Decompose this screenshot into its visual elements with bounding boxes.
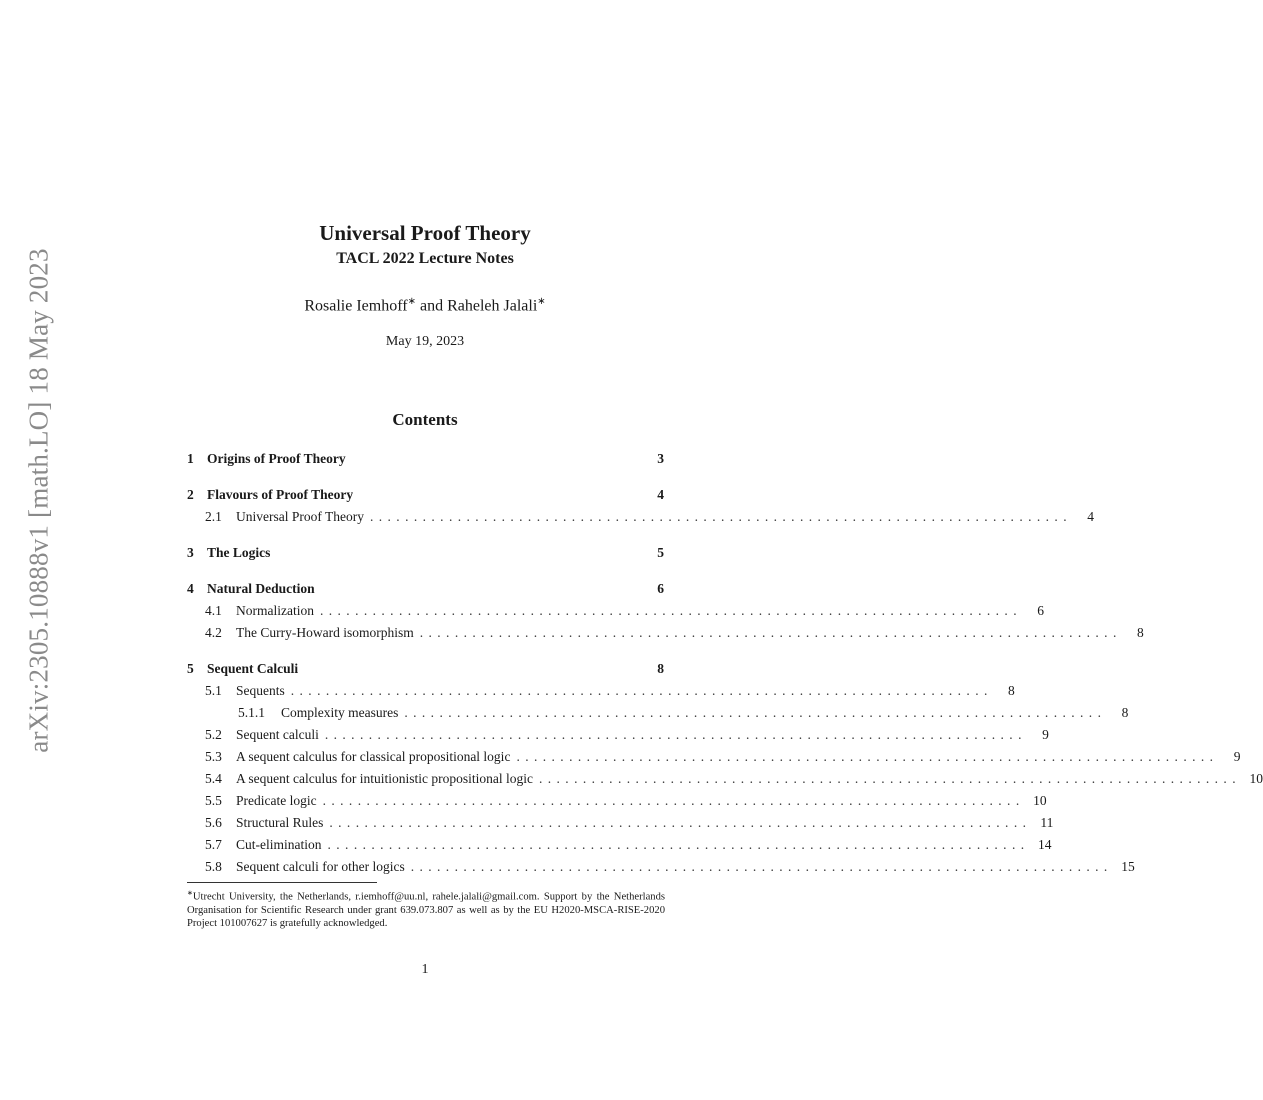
toc-entry-page[interactable]: 5 xyxy=(657,545,664,560)
toc-subsection-entry[interactable] xyxy=(187,749,1241,769)
toc-entry-title[interactable]: Predicate logic xyxy=(236,793,317,808)
footnote-rule xyxy=(187,882,377,883)
toc-dot-leader: ................................................................................ xyxy=(324,727,1027,742)
toc-entry-number: 5.7 xyxy=(205,837,222,852)
toc-entry-number: 5.1.1 xyxy=(238,705,265,720)
toc-entry-page[interactable]: 8 xyxy=(1008,683,1015,698)
toc-entry-page[interactable]: 8 xyxy=(657,661,664,676)
toc-entry-page[interactable]: 10 xyxy=(1249,771,1263,786)
toc-dot-leader: ................................................................................ xyxy=(290,683,993,698)
toc-entry-page[interactable]: 8 xyxy=(1136,625,1144,640)
toc-entry-title[interactable]: Natural Deduction xyxy=(207,581,315,596)
footnote xyxy=(187,887,665,930)
toc-dot-leader: ................................................................................ xyxy=(404,705,1107,720)
toc-dot-leader: ................................................................................ xyxy=(419,625,1122,640)
toc-entry-title[interactable]: Normalization xyxy=(236,603,314,618)
toc-entry-page[interactable]: 6 xyxy=(657,581,664,596)
toc-entry-number: 5.8 xyxy=(205,859,222,874)
footnote-mark: ∗ xyxy=(187,889,193,897)
toc-subsection-entry[interactable] xyxy=(187,859,1135,879)
toc-entry-page[interactable]: 11 xyxy=(1040,815,1054,830)
toc-entry-number: 1 xyxy=(187,451,194,466)
paper-date: May 19, 2023 xyxy=(385,334,465,349)
toc-entry-title[interactable]: A sequent calculus for intuitionistic propositional logic xyxy=(236,771,533,786)
toc-entry-number: 4.2 xyxy=(205,625,222,640)
toc-entry-number: 3 xyxy=(187,545,194,560)
author-name: Rosalie Iemhoff xyxy=(304,297,408,315)
toc-subsection-entry[interactable] xyxy=(187,683,1015,703)
toc-dot-leader: ................................................................................ xyxy=(327,837,1030,852)
toc-entry-number: 4 xyxy=(187,581,194,596)
toc-entry-title[interactable]: Sequent calculi xyxy=(236,727,319,742)
toc-entry-title[interactable]: A sequent calculus for classical propositional logic xyxy=(236,749,511,764)
toc-entry-number: 2 xyxy=(187,487,194,502)
table-of-contents xyxy=(187,0,1263,1100)
toc-entry-title[interactable]: Sequents xyxy=(236,683,285,698)
author-name: Raheleh Jalali xyxy=(447,297,538,315)
author-connector: and xyxy=(419,297,444,315)
footnote-mark[interactable]: ∗ xyxy=(537,296,546,307)
toc-entry-page[interactable]: 14 xyxy=(1038,837,1052,852)
toc-entry-number: 5.3 xyxy=(205,749,222,764)
toc-subsection-entry[interactable] xyxy=(187,727,1049,747)
toc-subsection-entry[interactable] xyxy=(187,509,1094,529)
toc-entry-page[interactable]: 4 xyxy=(1087,509,1094,524)
arxiv-identifier xyxy=(14,240,64,760)
toc-entry-title[interactable]: Complexity measures xyxy=(281,705,399,720)
toc-entry-page[interactable]: 4 xyxy=(657,487,664,502)
footnote-mark[interactable]: ∗ xyxy=(407,296,416,307)
toc-entry-number: 2.1 xyxy=(205,509,222,524)
toc-section-entry[interactable] xyxy=(187,581,664,601)
toc-entry-number: 5 xyxy=(187,661,194,676)
toc-dot-leader: ................................................................................ xyxy=(322,793,1025,808)
toc-section-entry[interactable] xyxy=(187,661,664,681)
toc-entry-number: 5.1 xyxy=(205,683,222,698)
toc-entry-page[interactable]: 8 xyxy=(1121,705,1129,720)
toc-dot-leader: ................................................................................ xyxy=(410,859,1113,874)
toc-entry-title[interactable]: Universal Proof Theory xyxy=(236,509,364,524)
arxiv-identifier-text: arXiv:2305.10888v1 [math.LO] 18 May 2023 xyxy=(23,247,54,753)
toc-entry-title[interactable]: The Logics xyxy=(207,545,271,560)
toc-section-entry[interactable] xyxy=(187,545,664,565)
toc-entry-page[interactable]: 15 xyxy=(1121,859,1135,874)
toc-entry-page[interactable]: 10 xyxy=(1033,793,1047,808)
toc-subsection-entry[interactable] xyxy=(187,625,1144,645)
toc-entry-number: 5.5 xyxy=(205,793,222,808)
paper-title: Universal Proof Theory xyxy=(319,221,531,245)
paper-subtitle: TACL 2022 Lecture Notes xyxy=(336,250,514,267)
toc-subsection-entry[interactable] xyxy=(187,603,1044,623)
toc-dot-leader: ................................................................................ xyxy=(369,509,1072,524)
toc-entry-title[interactable]: Origins of Proof Theory xyxy=(207,451,346,466)
page-number: 1 xyxy=(421,962,429,977)
toc-dot-leader: ................................................................................ xyxy=(329,815,1032,830)
footnote-text: Utrecht University, the Netherlands, r.iemhoff@uu.nl, rahele.jalali@gmail.com. Support by the Netherlands Organisation for Scientific Research under grant 639.073.807 as well as by the EU H2020-MSCA-RISE-2020 Project 101007627 is gratefully acknowledged. xyxy=(187,891,665,929)
toc-subsection-entry[interactable] xyxy=(187,815,1054,835)
toc-entry-page[interactable]: 6 xyxy=(1037,603,1044,618)
toc-entry-title[interactable]: Structural Rules xyxy=(236,815,324,830)
contents-heading: Contents xyxy=(392,410,458,429)
toc-entry-title[interactable]: Sequent Calculi xyxy=(207,661,299,676)
toc-entry-title[interactable]: Flavours of Proof Theory xyxy=(207,487,354,502)
toc-entry-title[interactable]: Sequent calculi for other logics xyxy=(236,859,405,874)
toc-entry-title[interactable]: The Curry-Howard isomorphism xyxy=(236,625,414,640)
toc-entry-number: 5.6 xyxy=(205,815,222,830)
toc-entry-number: 5.4 xyxy=(205,771,222,786)
toc-entry-page[interactable]: 3 xyxy=(657,451,664,466)
toc-entry-number: 5.2 xyxy=(205,727,222,742)
toc-dot-leader: ................................................................................ xyxy=(538,771,1241,786)
toc-entry-page[interactable]: 9 xyxy=(1233,749,1241,764)
toc-section-entry[interactable] xyxy=(187,487,664,507)
toc-entry-number: 4.1 xyxy=(205,603,222,618)
toc-dot-leader: ................................................................................ xyxy=(319,603,1022,618)
toc-subsection-entry[interactable] xyxy=(187,705,1129,725)
toc-subsection-entry[interactable] xyxy=(187,793,1047,813)
toc-dot-leader: ................................................................................ xyxy=(516,749,1219,764)
toc-subsection-entry[interactable] xyxy=(187,771,1263,791)
toc-subsection-entry[interactable] xyxy=(187,837,1052,857)
toc-entry-page[interactable]: 9 xyxy=(1042,727,1049,742)
toc-entry-title[interactable]: Cut-elimination xyxy=(236,837,322,852)
toc-section-entry[interactable] xyxy=(187,451,664,471)
